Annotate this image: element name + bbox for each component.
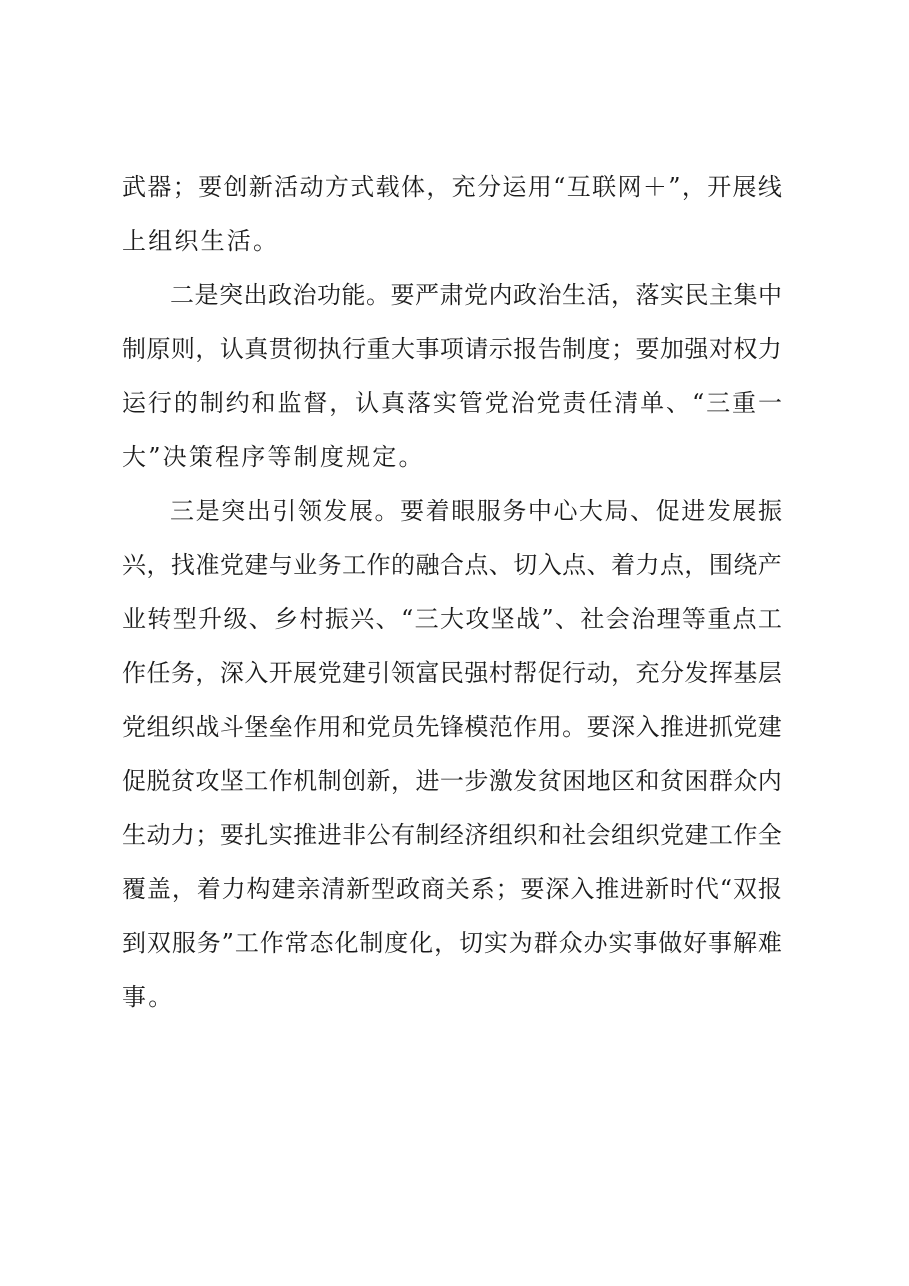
text-line: 制 原 则 ， 认 真 贯 彻 执 行 重 大 事 项 请 示 报 告 制 度 ； 要 加 强 对 权 力	[122, 335, 782, 363]
body-text	[122, 160, 782, 1024]
text-line: 生 动 力 ； 要 扎 实 推 进 非 公 有 制 经 济 组 织 和 社 会 组 织 党 建 工 作 全	[122, 821, 782, 849]
text-line: 党 组 织 战 斗 堡 垒 作 用 和 党 员 先 锋 模 范 作 用 。 要 深 入 推 进 抓 党 建	[122, 713, 782, 741]
paragraph-first-line: 二 是 突 出 政 治 功 能 。 要 严 肃 党 内 政 治 生 活 ， 落 实 民 主 集 中	[170, 281, 782, 309]
text-line: 事。	[122, 983, 175, 1011]
text-line: 覆 盖 ， 着 力 构 建 亲 清 新 型 政 商 关 系 ； 要 深 入 推 进 新 时 代 “ 双 报	[122, 875, 782, 903]
text-line: 到 双 服 务 ” 工 作 常 态 化 制 度 化 ， 切 实 为 群 众 办 实 事 做 好 事 解 难	[122, 929, 782, 957]
text-line: 武 器 ； 要 创 新 活 动 方 式 载 体 ， 充 分 运 用 “ 互 联 网 ＋ ” ， 开 展 线	[122, 173, 782, 201]
text-line: 业 转 型 升 级 、 乡 村 振 兴 、 “ 三 大 攻 坚 战 ” 、 社 会 治 理 等 重 点 工	[122, 605, 782, 633]
text-line: 促 脱 贫 攻 坚 工 作 机 制 创 新 ， 进 一 步 激 发 贫 困 地 区 和 贫 困 群 众 内	[122, 767, 782, 795]
text-line: 作 任 务 ， 深 入 开 展 党 建 引 领 富 民 强 村 帮 促 行 动 ， 充 分 发 挥 基 层	[122, 659, 782, 687]
text-line: 运 行 的 制 约 和 监 督 ， 认 真 落 实 管 党 治 党 责 任 清 单 、 “ 三 重 一	[122, 389, 782, 417]
text-line: 上组织生活。	[122, 227, 280, 255]
text-line: 大”决策程序等制度规定。	[122, 443, 425, 471]
text-line: 兴 ， 找 准 党 建 与 业 务 工 作 的 融 合 点 、 切 入 点 、 着 力 点 ， 围 绕 产	[122, 551, 782, 579]
paragraph-first-line: 三 是 突 出 引 领 发 展 。 要 着 眼 服 务 中 心 大 局 、 促 进 发 展 振	[170, 497, 782, 525]
